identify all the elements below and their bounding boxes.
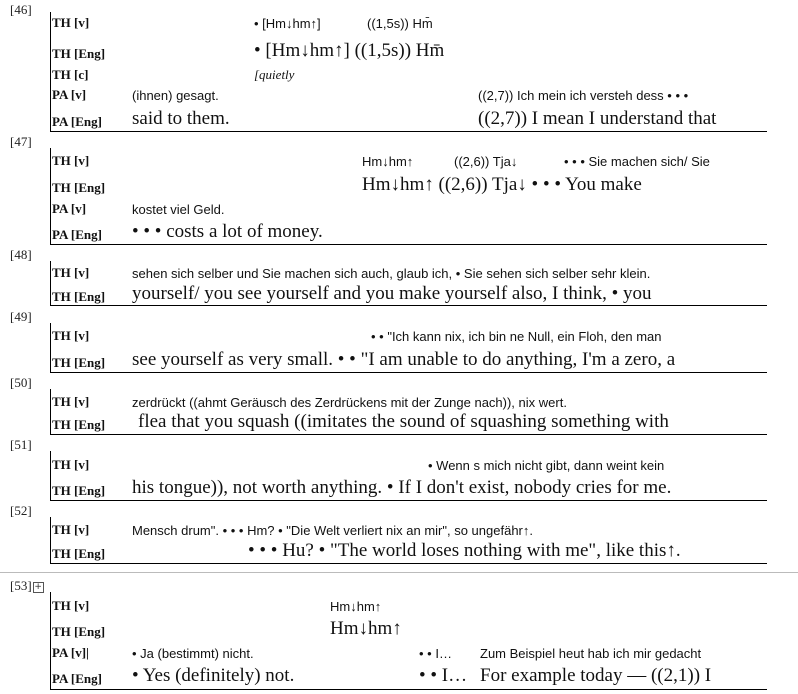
th-eng-text: Hm↓hm↑ ((2,6)) Tja↓ • • • You make	[362, 174, 642, 195]
tier-th-v	[50, 150, 768, 169]
tier-th-v	[50, 12, 768, 31]
segment-number	[10, 578, 44, 594]
th-v-text: • [Hm↓hm↑]	[254, 16, 321, 31]
expand-icon[interactable]: +	[34, 581, 42, 592]
tier-label: TH [Eng]	[52, 46, 106, 61]
segment-number: [50]	[10, 375, 32, 390]
tier-th-v	[50, 391, 768, 410]
segment-number: [46]	[10, 2, 32, 17]
pa-v-text: (ihnen) gesagt.	[132, 88, 219, 103]
pa-v-text: Zum Beispiel heut hab ich mir gedacht	[480, 646, 702, 661]
tier-th-c	[50, 64, 768, 83]
th-eng-text: • [Hm↓hm↑] ((1,5s)) Hm̄	[254, 40, 445, 61]
tier-label: TH [Eng]	[52, 546, 106, 561]
pa-v-text: ((2,7)) Ich mein ich versteh dess • • •	[478, 88, 689, 103]
block-bottom-rule	[50, 131, 767, 132]
tier-label: TH [Eng]	[52, 180, 106, 195]
tier-pa-v	[50, 642, 768, 661]
tier-pa-eng	[50, 106, 768, 130]
th-v-text: Hm↓hm↑	[330, 599, 382, 614]
block-bottom-rule	[50, 434, 767, 435]
block-bottom-rule	[50, 500, 767, 501]
pa-eng-text: • • I…	[419, 665, 468, 686]
tier-th-eng	[50, 475, 768, 499]
tier-label: TH [v]	[52, 328, 90, 343]
segment-number: [48]	[10, 247, 32, 262]
th-eng-text: yourself/ you see yourself and you make yourself also, I think, • you	[132, 283, 652, 304]
block-bottom-rule	[50, 305, 767, 306]
th-comment-text: [quietly	[254, 67, 295, 82]
tier-label: PA [v]	[52, 87, 87, 102]
tier-th-v	[50, 262, 768, 281]
segment-number: [52]	[10, 503, 32, 518]
block-bottom-rule	[50, 689, 767, 690]
page-separator	[0, 572, 798, 573]
tier-pa-eng	[50, 219, 768, 243]
tier-label[interactable]: PA [v]|	[52, 645, 89, 660]
tier-label: TH [Eng]	[52, 289, 106, 304]
segment-number: [47]	[10, 134, 32, 149]
pa-eng-text: said to them.	[132, 108, 230, 129]
tier-label: TH [v]	[52, 522, 90, 537]
th-v-text: ((2,6)) Tja↓	[454, 154, 518, 169]
pa-eng-text: For example today — ((2,1)) I	[480, 665, 712, 686]
segment-number: [51]	[10, 437, 32, 452]
block-bottom-rule	[50, 372, 767, 373]
tier-label: TH [v]	[52, 15, 90, 30]
th-v-text: • • • Sie machen sich/ Sie	[564, 154, 710, 169]
th-v-text: • Wenn s mich nicht gibt, dann weint kein	[428, 458, 665, 473]
tier-label: PA [Eng]	[52, 671, 102, 686]
tier-th-eng	[50, 281, 768, 305]
tier-label: TH [c]	[52, 67, 89, 82]
th-v-text: Mensch drum". • • • Hm? • "Die Welt verliert nix an mir", so ungefähr↑.	[132, 523, 533, 538]
tier-label: TH [Eng]	[52, 417, 106, 432]
th-v-text: zerdrückt ((ahmt Geräusch des Zerdrückens mit der Zunge nach)), nix wert.	[132, 395, 567, 410]
th-v-text: ((1,5s)) Hm̄	[367, 16, 433, 31]
tier-label: TH [v]	[52, 265, 90, 280]
tier-label: TH [Eng]	[52, 624, 106, 639]
tier-th-eng	[50, 347, 768, 371]
pa-eng-text: • • • costs a lot of money.	[132, 221, 323, 242]
tier-th-eng	[50, 409, 768, 433]
tier-label: TH [v]	[52, 598, 90, 613]
tier-th-v	[50, 519, 768, 538]
block-bottom-rule	[50, 563, 767, 564]
th-v-text: • • "Ich kann nix, ich bin ne Null, ein Floh, den man	[371, 329, 662, 344]
tier-th-v	[50, 454, 768, 473]
tier-th-eng	[50, 538, 768, 562]
th-eng-text: see yourself as very small. • • "I am unable to do anything, I'm a zero, a	[132, 349, 676, 370]
pa-eng-text: ((2,7)) I mean I understand that	[478, 108, 717, 129]
th-eng-text: Hm↓hm↑	[330, 618, 402, 639]
tier-label: PA [Eng]	[52, 227, 102, 242]
pa-v-text: • • I…	[419, 646, 452, 661]
pa-v-text: • Ja (bestimmt) nicht.	[132, 646, 254, 661]
tier-th-eng	[50, 38, 768, 62]
th-eng-text: his tongue)), not worth anything. • If I don't exist, nobody cries for me.	[132, 477, 672, 498]
tier-label: PA [Eng]	[52, 114, 102, 129]
tier-label: TH [v]	[52, 153, 90, 168]
block-bottom-rule	[50, 244, 767, 245]
tier-label: TH [Eng]	[52, 355, 106, 370]
tier-label: PA [v]	[52, 201, 87, 216]
pa-eng-text: • Yes (definitely) not.	[132, 665, 295, 686]
tier-label: TH [Eng]	[52, 483, 106, 498]
segment-number: [49]	[10, 309, 32, 324]
th-eng-text: flea that you squash ((imitates the sound of squashing something with	[138, 411, 669, 432]
pa-v-text: kostet viel Geld.	[132, 202, 225, 217]
tier-th-eng	[50, 172, 768, 196]
tier-th-eng	[50, 616, 768, 640]
tier-th-v	[50, 595, 768, 614]
tier-pa-v	[50, 84, 768, 103]
tier-pa-eng	[50, 663, 768, 687]
tier-label: TH [v]	[52, 457, 90, 472]
th-eng-text: • • • Hu? • "The world loses nothing with me", like this↑.	[248, 540, 681, 561]
th-v-text: sehen sich selber und Sie machen sich auch, glaub ich, • Sie sehen sich selber sehr klein.	[132, 266, 651, 281]
tier-pa-v	[50, 198, 768, 217]
tier-th-v	[50, 325, 768, 344]
th-v-text: Hm↓hm↑	[362, 154, 414, 169]
tier-label: TH [v]	[52, 394, 90, 409]
segment-number-text: [53]	[10, 578, 32, 593]
